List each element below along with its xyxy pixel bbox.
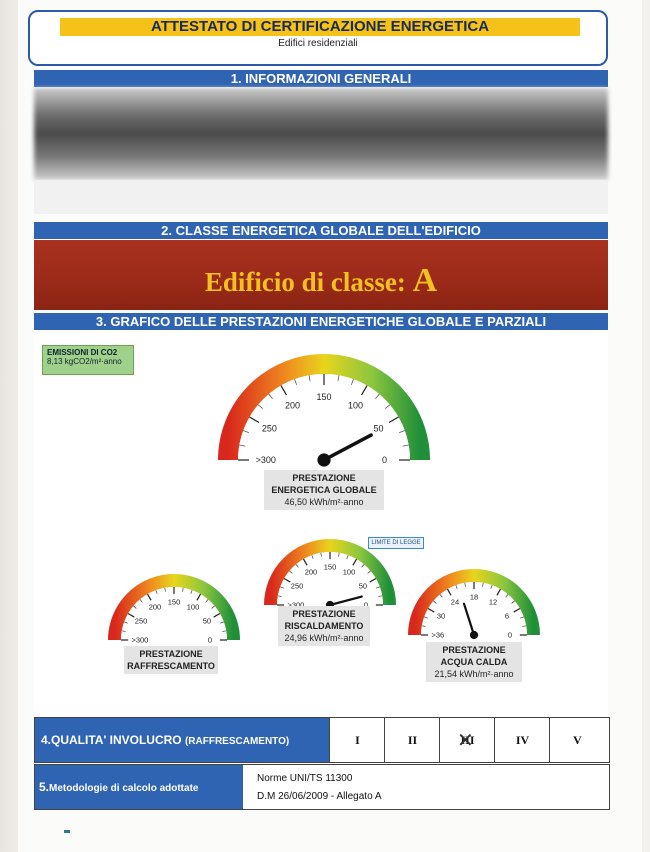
riscaldamento-tick-label: 250 — [290, 581, 304, 591]
raffrescamento-tick-label: >300 — [131, 635, 149, 645]
riscaldamento-tick-label: 100 — [342, 567, 356, 577]
globale-tick-label: 50 — [373, 423, 384, 434]
globale-tick-label: 100 — [347, 400, 364, 411]
certificate-subtitle: Edifici residenziali — [278, 38, 358, 49]
riscaldamento-tick-label: 50 — [358, 581, 368, 591]
label-heating-l2: RISCALDAMENTO — [284, 621, 364, 631]
quality-class-II: II — [384, 718, 440, 762]
label-global — [264, 470, 384, 510]
envelope-quality-label — [35, 718, 329, 762]
gauge-hot-water — [415, 576, 534, 640]
label-hot-water — [426, 642, 522, 682]
acqua-tick-label: 24 — [450, 597, 460, 607]
quality-class-V: V — [549, 718, 605, 762]
gauge-cooling — [115, 581, 234, 645]
certificate-title: ATTESTATO DI CERTIFICAZIONE ENERGETICA — [60, 18, 580, 36]
section-2-header: 2. CLASSE ENERGETICA GLOBALE DELL'EDIFICIO — [34, 222, 608, 239]
energy-class-label: Edificio di classe: — [204, 267, 413, 297]
riscaldamento-tick-label: 150 — [323, 562, 337, 572]
label-global-l2: ENERGETICA GLOBALE — [271, 485, 377, 495]
quality-class-III: III ✕ — [439, 718, 495, 762]
label-cooling-l1: PRESTAZIONE — [139, 649, 203, 659]
acqua-tick-label: 12 — [488, 597, 498, 607]
methodology-line-2: D.M 26/06/2009 - Allegato A — [257, 791, 382, 802]
envelope-quality-row — [34, 717, 610, 763]
label-hot-water-l1: PRESTAZIONE — [442, 645, 506, 655]
globale-tick-label: 200 — [284, 400, 301, 411]
raffrescamento-tick-label: 150 — [167, 597, 181, 607]
globale-tick-label: 250 — [261, 423, 277, 434]
envelope-quality-label-sub: (RAFFRESCAMENTO) — [184, 736, 290, 747]
energy-class-text — [34, 262, 608, 300]
section-3-header: 3. GRAFICO DELLE PRESTAZIONI ENERGETICHE GLOBALE E PARZIALI — [34, 313, 608, 330]
energy-class-banner — [34, 240, 608, 310]
acqua-tick-label: 30 — [436, 611, 446, 621]
riscaldamento-tick-label: 200 — [304, 567, 318, 577]
quality-class-IV: IV — [494, 718, 550, 762]
globale-tick-label: >300 — [255, 455, 276, 466]
page-mark — [64, 830, 70, 833]
gauge-heating — [271, 546, 390, 610]
acqua-tick-label: >36 — [431, 630, 445, 640]
co2-emissions-title: EMISSIONI DI CO2 — [47, 348, 118, 357]
methodology-label — [35, 765, 243, 809]
acqua-tick-label: 18 — [469, 592, 479, 602]
energy-class-letter: A — [412, 262, 438, 299]
label-heating — [278, 606, 370, 646]
section-1-header: 1. INFORMAZIONI GENERALI — [34, 70, 608, 87]
gauge-global — [228, 364, 420, 467]
label-heating-value: 24,96 kWh/m²·anno — [284, 633, 364, 643]
co2-emissions-value: 8,13 kgCO2/m²·anno — [47, 357, 122, 366]
label-cooling — [124, 646, 218, 674]
redacted-general-info-lower — [34, 180, 608, 214]
raffrescamento-tick-label: 200 — [148, 602, 162, 612]
methodology-number: 5. — [39, 780, 50, 794]
co2-emissions-box — [42, 345, 134, 375]
methodology-label-text: Metodologie di calcolo adottate — [49, 783, 199, 794]
raffrescamento-tick-label: 250 — [134, 616, 148, 626]
envelope-quality-label-text: 4.QUALITA' INVOLUCRO — [41, 733, 185, 747]
acqua-tick-label: 6 — [504, 611, 510, 621]
globale-hub — [317, 453, 330, 466]
certificate-header — [28, 10, 608, 66]
raffrescamento-tick-label: 50 — [202, 616, 212, 626]
redacted-general-info — [34, 88, 608, 180]
methodology-row — [34, 764, 610, 810]
globale-tick-label: 150 — [316, 392, 332, 403]
raffrescamento-tick-label: 0 — [207, 635, 213, 645]
legal-limit-marker: LIMITE DI LEGGE — [368, 537, 424, 549]
acqua-hub — [470, 631, 478, 639]
label-cooling-l2: RAFFRESCAMENTO — [127, 661, 215, 671]
acqua-tick-label: 0 — [507, 630, 513, 640]
raffrescamento-tick-label: 100 — [186, 602, 200, 612]
label-hot-water-value: 21,54 kWh/m²·anno — [434, 669, 514, 679]
globale-tick-label: 0 — [381, 455, 387, 466]
methodology-line-1: Norme UNI/TS 11300 — [257, 773, 353, 784]
label-global-l1: PRESTAZIONE — [292, 473, 356, 483]
label-global-value: 46,50 kWh/m²·anno — [284, 497, 364, 507]
label-hot-water-l2: ACQUA CALDA — [440, 657, 508, 667]
page-edge — [0, 0, 18, 852]
label-heating-l1: PRESTAZIONE — [292, 609, 356, 619]
quality-class-I: I — [329, 718, 385, 762]
